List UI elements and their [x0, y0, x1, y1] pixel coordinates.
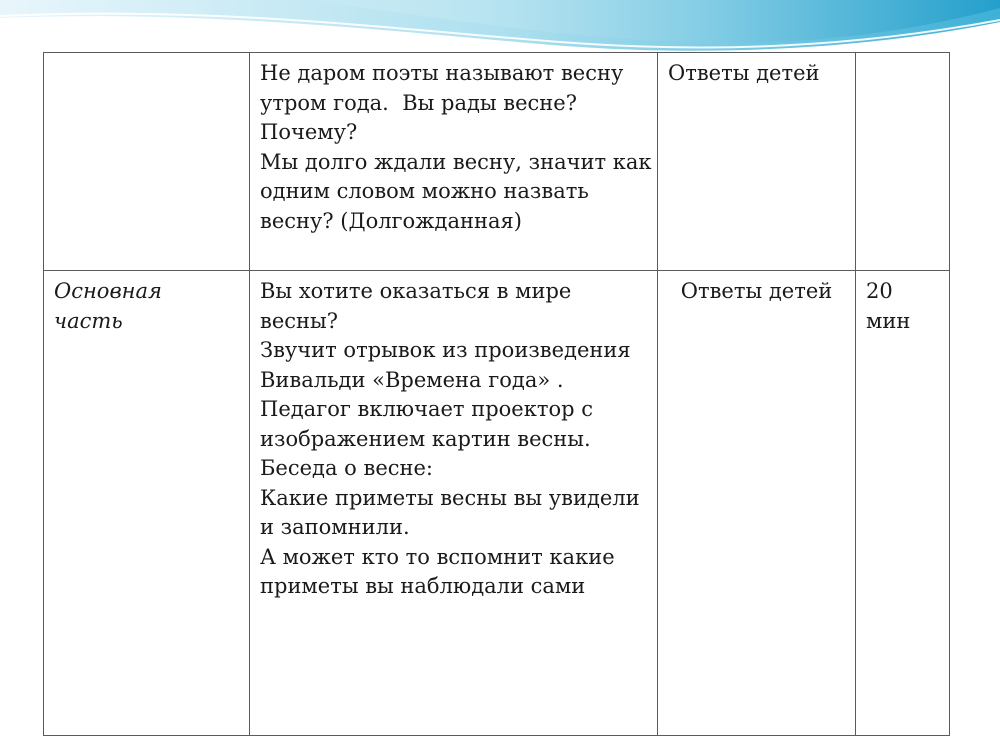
stage-line: часть	[54, 308, 123, 333]
activity-line: изображением картин весны.	[260, 426, 591, 451]
stage-cell	[44, 53, 250, 271]
children-response-text: Ответы детей	[680, 279, 833, 303]
activity-line: Вивальди «Времена года» .	[260, 367, 564, 392]
stage-line: Основная	[54, 279, 162, 303]
activity-cell	[250, 53, 658, 271]
activity-cell	[250, 271, 658, 736]
table-row	[44, 53, 950, 271]
activity-line: Какие приметы весны вы увидели	[260, 485, 640, 510]
children-response-text: Ответы детей	[668, 61, 820, 85]
activity-line: приметы вы наблюдали сами	[260, 574, 586, 598]
children-response-cell	[658, 53, 856, 271]
activity-line: Педагог включает проектор с	[260, 397, 593, 421]
stage-cell	[44, 271, 250, 736]
activity-line: Почему?	[260, 120, 358, 144]
activity-line: одним словом можно назвать	[260, 179, 589, 203]
time-cell	[856, 271, 950, 736]
activity-line: Вы хотите оказаться в мире	[260, 279, 572, 303]
table-row	[44, 271, 950, 736]
activity-line: А может кто то вспомнит какие	[260, 544, 615, 569]
activity-line: весны?	[260, 308, 338, 333]
activity-line: Не даром поэты называют весну	[260, 61, 624, 85]
activity-line: весну? (Долгожданная)	[260, 208, 522, 233]
time-unit: мин	[866, 308, 911, 333]
lesson-plan-table	[43, 52, 950, 736]
time-value: 20	[866, 279, 893, 303]
activity-line: утром года. Вы рады весне?	[260, 90, 577, 115]
children-response-cell	[658, 271, 856, 736]
activity-line: Звучит отрывок из произведения	[260, 338, 631, 362]
time-cell	[856, 53, 950, 271]
activity-line: Мы долго ждали весну, значит как	[260, 149, 652, 174]
activity-line: и запомнили.	[260, 515, 410, 539]
activity-line: Беседа о весне:	[260, 456, 434, 480]
